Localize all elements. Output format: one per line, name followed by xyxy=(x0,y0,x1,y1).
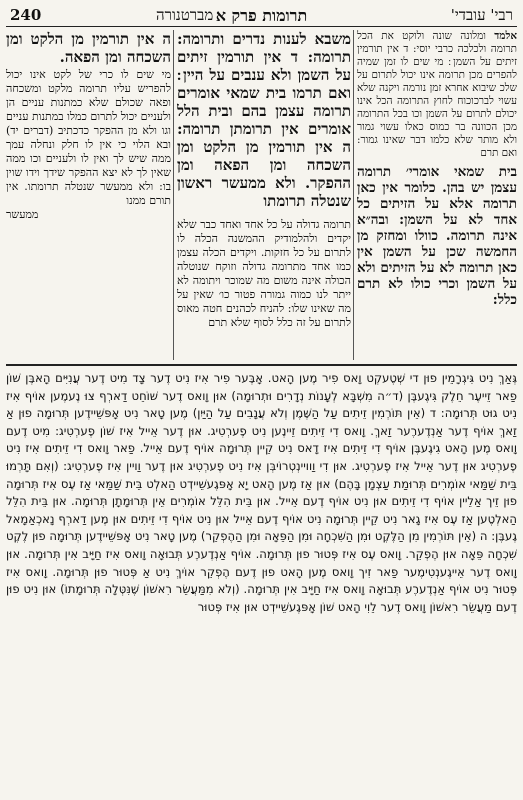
column-divider xyxy=(173,30,174,360)
commentary-lead-word: אלמד xyxy=(494,30,517,42)
column-divider xyxy=(353,30,354,360)
catchword: ממעשר xyxy=(6,208,39,221)
left-mishnah-heading: ה אין תורמין מן הלקט ומן השכחה ומן הפאה. xyxy=(6,30,171,66)
right-commentary-column xyxy=(357,30,517,360)
right-commentary-text: ומלונה שונה ולוקט את הכל תרומה ולכלכה כרבי יוסי: ד אין תורמין זיתים על השמן ׃ מי שים לו זמן שמיה להפרים מכן תרומה אינו יכול לתרום על שלכ שיבוא אחרא זמן נורמה ויקנה שלא עשוי לברכוכוח לחוץ התרומה הכל אינו יכולם לתרום על השמן וכו בכל התרומה מכן הכוונה בר כמוס כאלו עשוי גמור ולא מותר שלא כלמו דבר שאינו גמור: ואם תרם xyxy=(357,30,517,159)
section-divider xyxy=(6,364,517,366)
page-number: 240 xyxy=(10,6,42,24)
page-header xyxy=(6,4,517,27)
right-commentary-text-2: בית שמאי אומרי׳ תרומה עצמן יש בהן. כלומר אין כאן תרומה אלא על הזיתים כל אחד לא על השמן: ובה״א אינה תרומה. כוולו ומחזק מן החמשה שכן על השמן אין כאן תרומה לא על הזיתים ולא על השמן וכרי כולו לא תרם כלל: xyxy=(357,164,517,308)
left-commentary-text: מי שים לו כרי של לקט אינו יכול להפריש עליו תרומה מלקט ומשכחה ופאה שכולם שלא כמתנות עניים הן ולעניים יכול לתרום כמלו במתנות עניים וגו ולא מן ההפקר כדכתיב (דברים יד) ובא הלוי כי אין לו חלק ונחלה עמך ממה שיש לך ואין לו ולעניים וכו ממה שאין לך לא יצא ההפקר שידך וידו שוין בו: ולא ממעשר שנטלה תרומתו. אין תורם ממנו xyxy=(6,68,171,207)
page xyxy=(6,4,517,796)
mid-commentary-text: תרומה גדולה על כל אחד ואחד כבר שלא יקדים ולהלמודיק ההמשנה הכלה לו לתרום על כל חזקות. ויקדים הכלה עצמן כמו אחד מתרומה גדולה וזוקח שנוטלה הכולה אינה משום מה שמוכר ויתומה לא ייתר לנו כמוה גמורה פטור כו׳ שאין על מה שאינו שלו: להניח לכהנים חטה מאוס לתרום על זה כלל לסוף שלא תרם xyxy=(177,218,351,329)
upper-text-block xyxy=(6,30,517,360)
mishnah-text: משבא לענות נדרים ותרומה: תרומה: ד אין תורמין זיתים על השמן ולא ענבים על היין ׃ ואם תרמו בית שמאי אומרים תרומה עצמן בהם ובית הלל אומרים אין תרומתן תרומה: ה אין תורמין מן הלקט ומן השכחה ומן הפאה ומן ההפקר. ולא ממעשר ראשון שנטלה תרומתו xyxy=(177,30,351,210)
mishnah-column xyxy=(177,30,351,360)
header-author: רבי' עובדי' xyxy=(450,6,513,24)
header-commentary-label: מברטנורה xyxy=(156,6,214,24)
left-commentary-column xyxy=(6,30,171,360)
header-title: תרומות פרק א xyxy=(215,6,308,25)
yiddish-commentary xyxy=(6,370,517,792)
yiddish-commentary-text: גְּאַךְ נִיט גִּיגְרָמֵין פוּן די שְׁטֶעקְט וָאס פִיר מֶען הָאט. אָבֶּער פִיר אִיז נִיט דֶער צָד מִיט דֶער עֲנִיִּים הָאבֶּן שׁוֹן פַאר זֵייעֶר חֵלֶק גִּיגֶעבֶּן (ד״ה מִשְׁבָּא לְעָנוֹת נְדָרִים וּתְרוּמָה) אוּן וָואס דֶער שׁוֹחֵט דַארְף צוּ נֶעמֶען אוֹיף אִיז נִיט גוּט תְּרוּמָה: ד (אֵין תּוֹרְמִין זֵיתִים עַל הַשֶּׁמֶן וְלֹא עֲנָבִים עַל הַיַּיִן) מֶען טָאר נִיט אָפּשֵׁיידֶען תְּרוּמָה פוּן אַ זַאךְ אוֹיף דֶער אַנְדֶערֶער זַאךְ. וָואס דִי זֵיתִים זֵיינֶען נִיט פֶערְטִיג. אוּן דֶער אֵייל אִיז שׁוֹן פֶערְטִיג: מִיט דֶעם וָואס מֶען הָאט גִיגֶעבֶּן אוֹיף דִי זֵיתִים אִיז דָאס נִיט קֵיין תְּרוּמָה אוֹיף דֶעם אֵייל. פַאר וָואס דִי זֵיתִים אִיז נִיט פֶערְטִיג אוּן דֶער אֵייל אִיז פֶערְטִיג. אוּן דִי וַוויינְטְרוֹיבְּן אִיז נִיט פֶערְטִיג אוּן דֶער וַויין אִיז פֶערְטִיג: (וְאִם תָּרְמוּ בֵּית שַׁמַּאי אוֹמְרִים תְּרוּמַת עַצְמָן בָּהֶם) אוּן אַז מֶען הָאט יָא אָפּגֶעשֵׁיידְט הַאלְט בֵּית שַׁמַּאי אַז עֶס אִיז תְּרוּמָה פוּן זֵיך אַלֵיין אוֹיף דִי זֵיתִים אוּן נִיט אוֹיף דֶעם אֵייל. אוּן בֵּית הִלֵּל אוֹמְרִים אֵין תְּרוּמָתָן תְּרוּמָה. אוּן בֵּית הִלֵּל הַאלְטֶען אַז עֶס אִיז גָאר נִיט קֵיין תְּרוּמָה נִיט אוֹיף דֶעם אֵייל אוּן נִיט אוֹיף דִי זֵיתִים אוּן מֶען דַארְף נָאכְאַמָאל גֶעבֶּן: ה (אֵין תּוֹרְמִין מִן הַלֶּקֶט וּמִן הַשִּׁכְחָה וּמִן הַפֵּאָה וּמִן הַהֶפְקֵר) מֶען טָאר נִיט אָפּשֵׁיידֶען תְּרוּמָה פוּן לֶקֶט שִׁכְחָה פֵּאָה אוּן הֶפְקֵר. וָואס עֶס אִיז פְּטוּר פוּן תְּרוּמָה. אוֹיף אַנְדֶערֶע תְּבוּאָה וָואס אִיז חַיָּיב אִין תְּרוּמָה. אוּן וָואס דֶער אֵייגֶענְטִימֶער פַאר זִיך וָואס מֶען הָאט פוּן דֶעם הֶפְקֵר אוֹיךְ נִיט אַ פְּטוּר פוּן תְּרוּמָה. וָואס אִיז פְּטוּר נִיט אוֹיף אַנְדֶערֶע תְּבוּאָה וָואס אִיז חַיָּיב אִין תְּרוּמָה. (וְלֹא מִמַּעֲשֵׂר רִאשׁוֹן שֶׁנִּטְּלָה תְּרוּמָתוֹ) אוּן נִיט פוּן דֶעם מַעֲשֵׂר רִאשׁוֹן וָואס דֶער לֵוִי הָאט שׁוֹן אָפּגֶעשֵׁיידְט אוּן אִיז פְּטוּר xyxy=(6,371,517,614)
